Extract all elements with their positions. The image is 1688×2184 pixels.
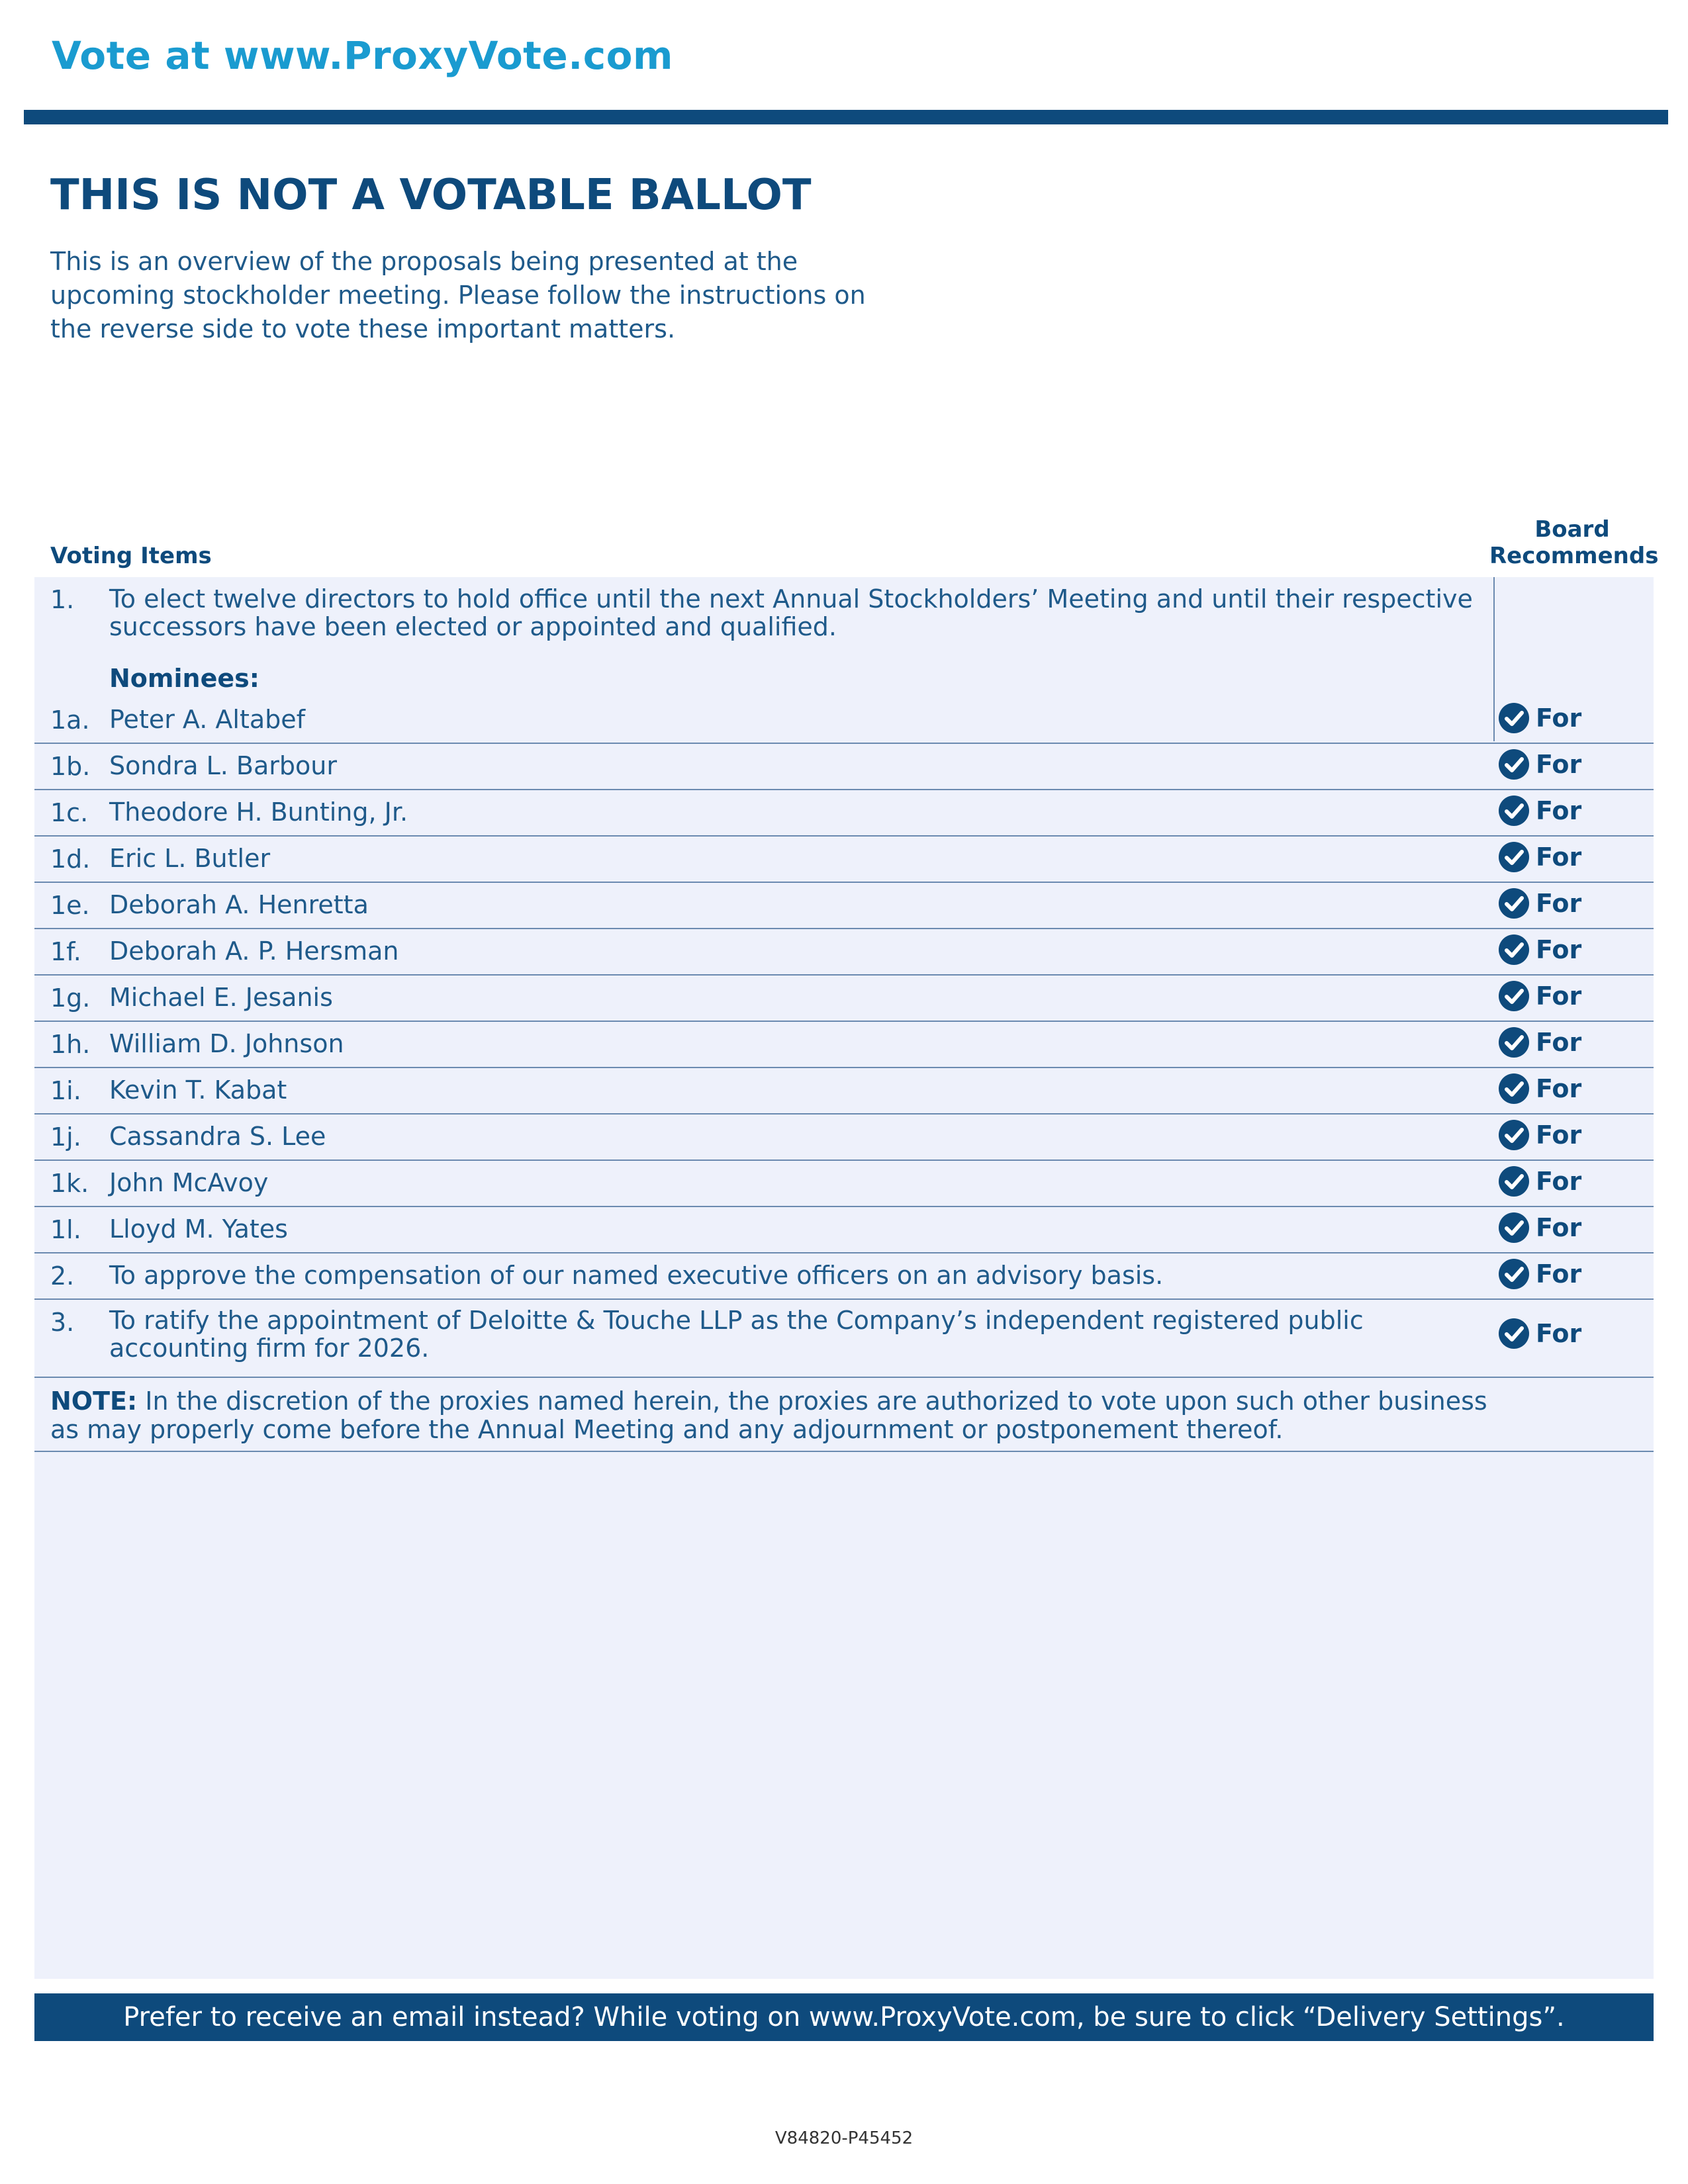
item-text: William D. Johnson	[109, 1029, 344, 1058]
check-circle-icon	[1499, 1073, 1529, 1104]
item-text: Michael E. Jesanis	[109, 983, 333, 1012]
item-number: 1d.	[50, 844, 91, 874]
board-recommendation	[1499, 749, 1581, 780]
item-number: 1b.	[50, 752, 91, 781]
board-recommendation	[1499, 796, 1581, 826]
board-recommends-header: Board Recommends	[1489, 516, 1659, 569]
voting-item-row	[34, 1067, 1654, 1115]
board-recommendation	[1499, 1259, 1581, 1289]
item-text: Eric L. Butler	[109, 844, 271, 873]
note-label: NOTE:	[50, 1387, 138, 1416]
note-section	[34, 1377, 1654, 1452]
recommendation-label: For	[1536, 750, 1582, 779]
item-text: Sondra L. Barbour	[109, 751, 337, 780]
item-number: 1g.	[50, 983, 91, 1013]
recommendation-label: For	[1536, 1259, 1582, 1289]
item-number: 1l.	[50, 1215, 81, 1244]
job-code: V84820-P45452	[774, 2128, 914, 2148]
recommendation-label: For	[1536, 1319, 1582, 1348]
check-circle-icon	[1499, 934, 1529, 965]
check-circle-icon	[1499, 1120, 1529, 1150]
item-number: 1e.	[50, 891, 90, 920]
note-text: In the discretion of the proxies named herein, the proxies are authorized to vote upon such other business as may properly come before the Annual Meeting and any adjournment or postponement thereof.	[50, 1387, 1487, 1444]
check-circle-icon	[1499, 1027, 1529, 1058]
proposal-1-row	[34, 577, 1654, 696]
voting-item-row	[34, 882, 1654, 929]
voting-item-row	[34, 1113, 1654, 1161]
item-text: Deborah A. P. Hersman	[109, 936, 399, 966]
board-recommendation	[1499, 1212, 1581, 1243]
board-recommendation	[1499, 1073, 1581, 1104]
recommendation-label: For	[1536, 1120, 1582, 1150]
check-circle-icon	[1499, 981, 1529, 1011]
nominees-label: Nominees:	[109, 664, 259, 693]
recommendation-label: For	[1536, 1167, 1582, 1196]
board-recommendation	[1499, 934, 1581, 965]
check-circle-icon	[1499, 888, 1529, 919]
recommendation-label: For	[1536, 889, 1582, 918]
item-number: 2.	[50, 1261, 75, 1291]
board-recommendation	[1499, 842, 1581, 872]
board-recommendation	[1499, 703, 1581, 733]
voting-items-header: Voting Items	[50, 543, 212, 569]
proxyvote-link[interactable]: Vote at www.ProxyVote.com	[52, 33, 673, 78]
item-text: Deborah A. Henretta	[109, 890, 369, 919]
proposal-1-number: 1.	[50, 585, 75, 614]
recommendation-label: For	[1536, 1028, 1582, 1057]
voting-item-row	[34, 696, 1654, 744]
item-text: Cassandra S. Lee	[109, 1122, 326, 1151]
item-number: 1h.	[50, 1030, 91, 1059]
item-text: Peter A. Altabef	[109, 705, 306, 734]
check-circle-icon	[1499, 749, 1529, 780]
item-number: 1k.	[50, 1169, 89, 1198]
recommendation-label: For	[1536, 935, 1582, 964]
item-text: Kevin T. Kabat	[109, 1075, 287, 1105]
item-text: Lloyd M. Yates	[109, 1214, 288, 1244]
voting-item-row	[34, 1160, 1654, 1207]
item-number: 1c.	[50, 798, 89, 827]
delivery-settings-banner: Prefer to receive an email instead? While voting on www.ProxyVote.com, be sure to click “Delivery Settings”.	[34, 1993, 1654, 2041]
recommendation-label: For	[1536, 1213, 1582, 1242]
check-circle-icon	[1499, 1166, 1529, 1197]
item-number: 3.	[50, 1308, 75, 1337]
voting-item-row	[34, 1252, 1654, 1300]
recommendation-label: For	[1536, 1074, 1582, 1103]
voting-item-row	[34, 789, 1654, 837]
item-number: 1a.	[50, 705, 90, 735]
voting-item-row	[34, 835, 1654, 883]
board-recommendation	[1499, 1166, 1581, 1197]
item-text: To approve the compensation of our named executive officers on an advisory basis.	[109, 1261, 1164, 1290]
item-text: Theodore H. Bunting, Jr.	[109, 797, 408, 827]
voting-item-row	[34, 974, 1654, 1022]
item-number: 1j.	[50, 1122, 81, 1152]
board-recommendation	[1499, 888, 1581, 919]
check-circle-icon	[1499, 1259, 1529, 1289]
item-number: 1f.	[50, 937, 81, 966]
board-recommendation	[1499, 981, 1581, 1011]
item-number: 1i.	[50, 1076, 81, 1105]
page-title: THIS IS NOT A VOTABLE BALLOT	[50, 171, 812, 220]
recommendation-label: For	[1536, 704, 1582, 733]
voting-item-row	[34, 928, 1654, 976]
voting-item-row	[34, 1206, 1654, 1253]
board-recommendation	[1499, 1027, 1581, 1058]
voting-item-row	[34, 1021, 1654, 1068]
recommendation-label: For	[1536, 796, 1582, 825]
board-recommendation	[1499, 1318, 1581, 1349]
recommendation-label: For	[1536, 981, 1582, 1011]
item-text: John McAvoy	[109, 1168, 269, 1197]
check-circle-icon	[1499, 1318, 1529, 1349]
voting-item-row	[34, 1298, 1654, 1378]
recommendation-label: For	[1536, 842, 1582, 872]
voting-item-row	[34, 743, 1654, 790]
intro-text: This is an overview of the proposals being presented at the upcoming stockholder meeting. Please follow the instructions on the reverse side to vote these important matters.	[50, 247, 866, 343]
check-circle-icon	[1499, 703, 1529, 733]
proposal-1-text: To elect twelve directors to hold office until the next Annual Stockholders’ Meeting and until their respective successors have been elected or appointed and qualified.	[109, 584, 1473, 641]
board-recommendation	[1499, 1120, 1581, 1150]
check-circle-icon	[1499, 796, 1529, 826]
header-rule	[24, 110, 1668, 124]
check-circle-icon	[1499, 1212, 1529, 1243]
item-text: To ratify the appointment of Deloitte & Touche LLP as the Company’s independent registered public accounting firm for 2026.	[109, 1306, 1364, 1363]
check-circle-icon	[1499, 842, 1529, 872]
